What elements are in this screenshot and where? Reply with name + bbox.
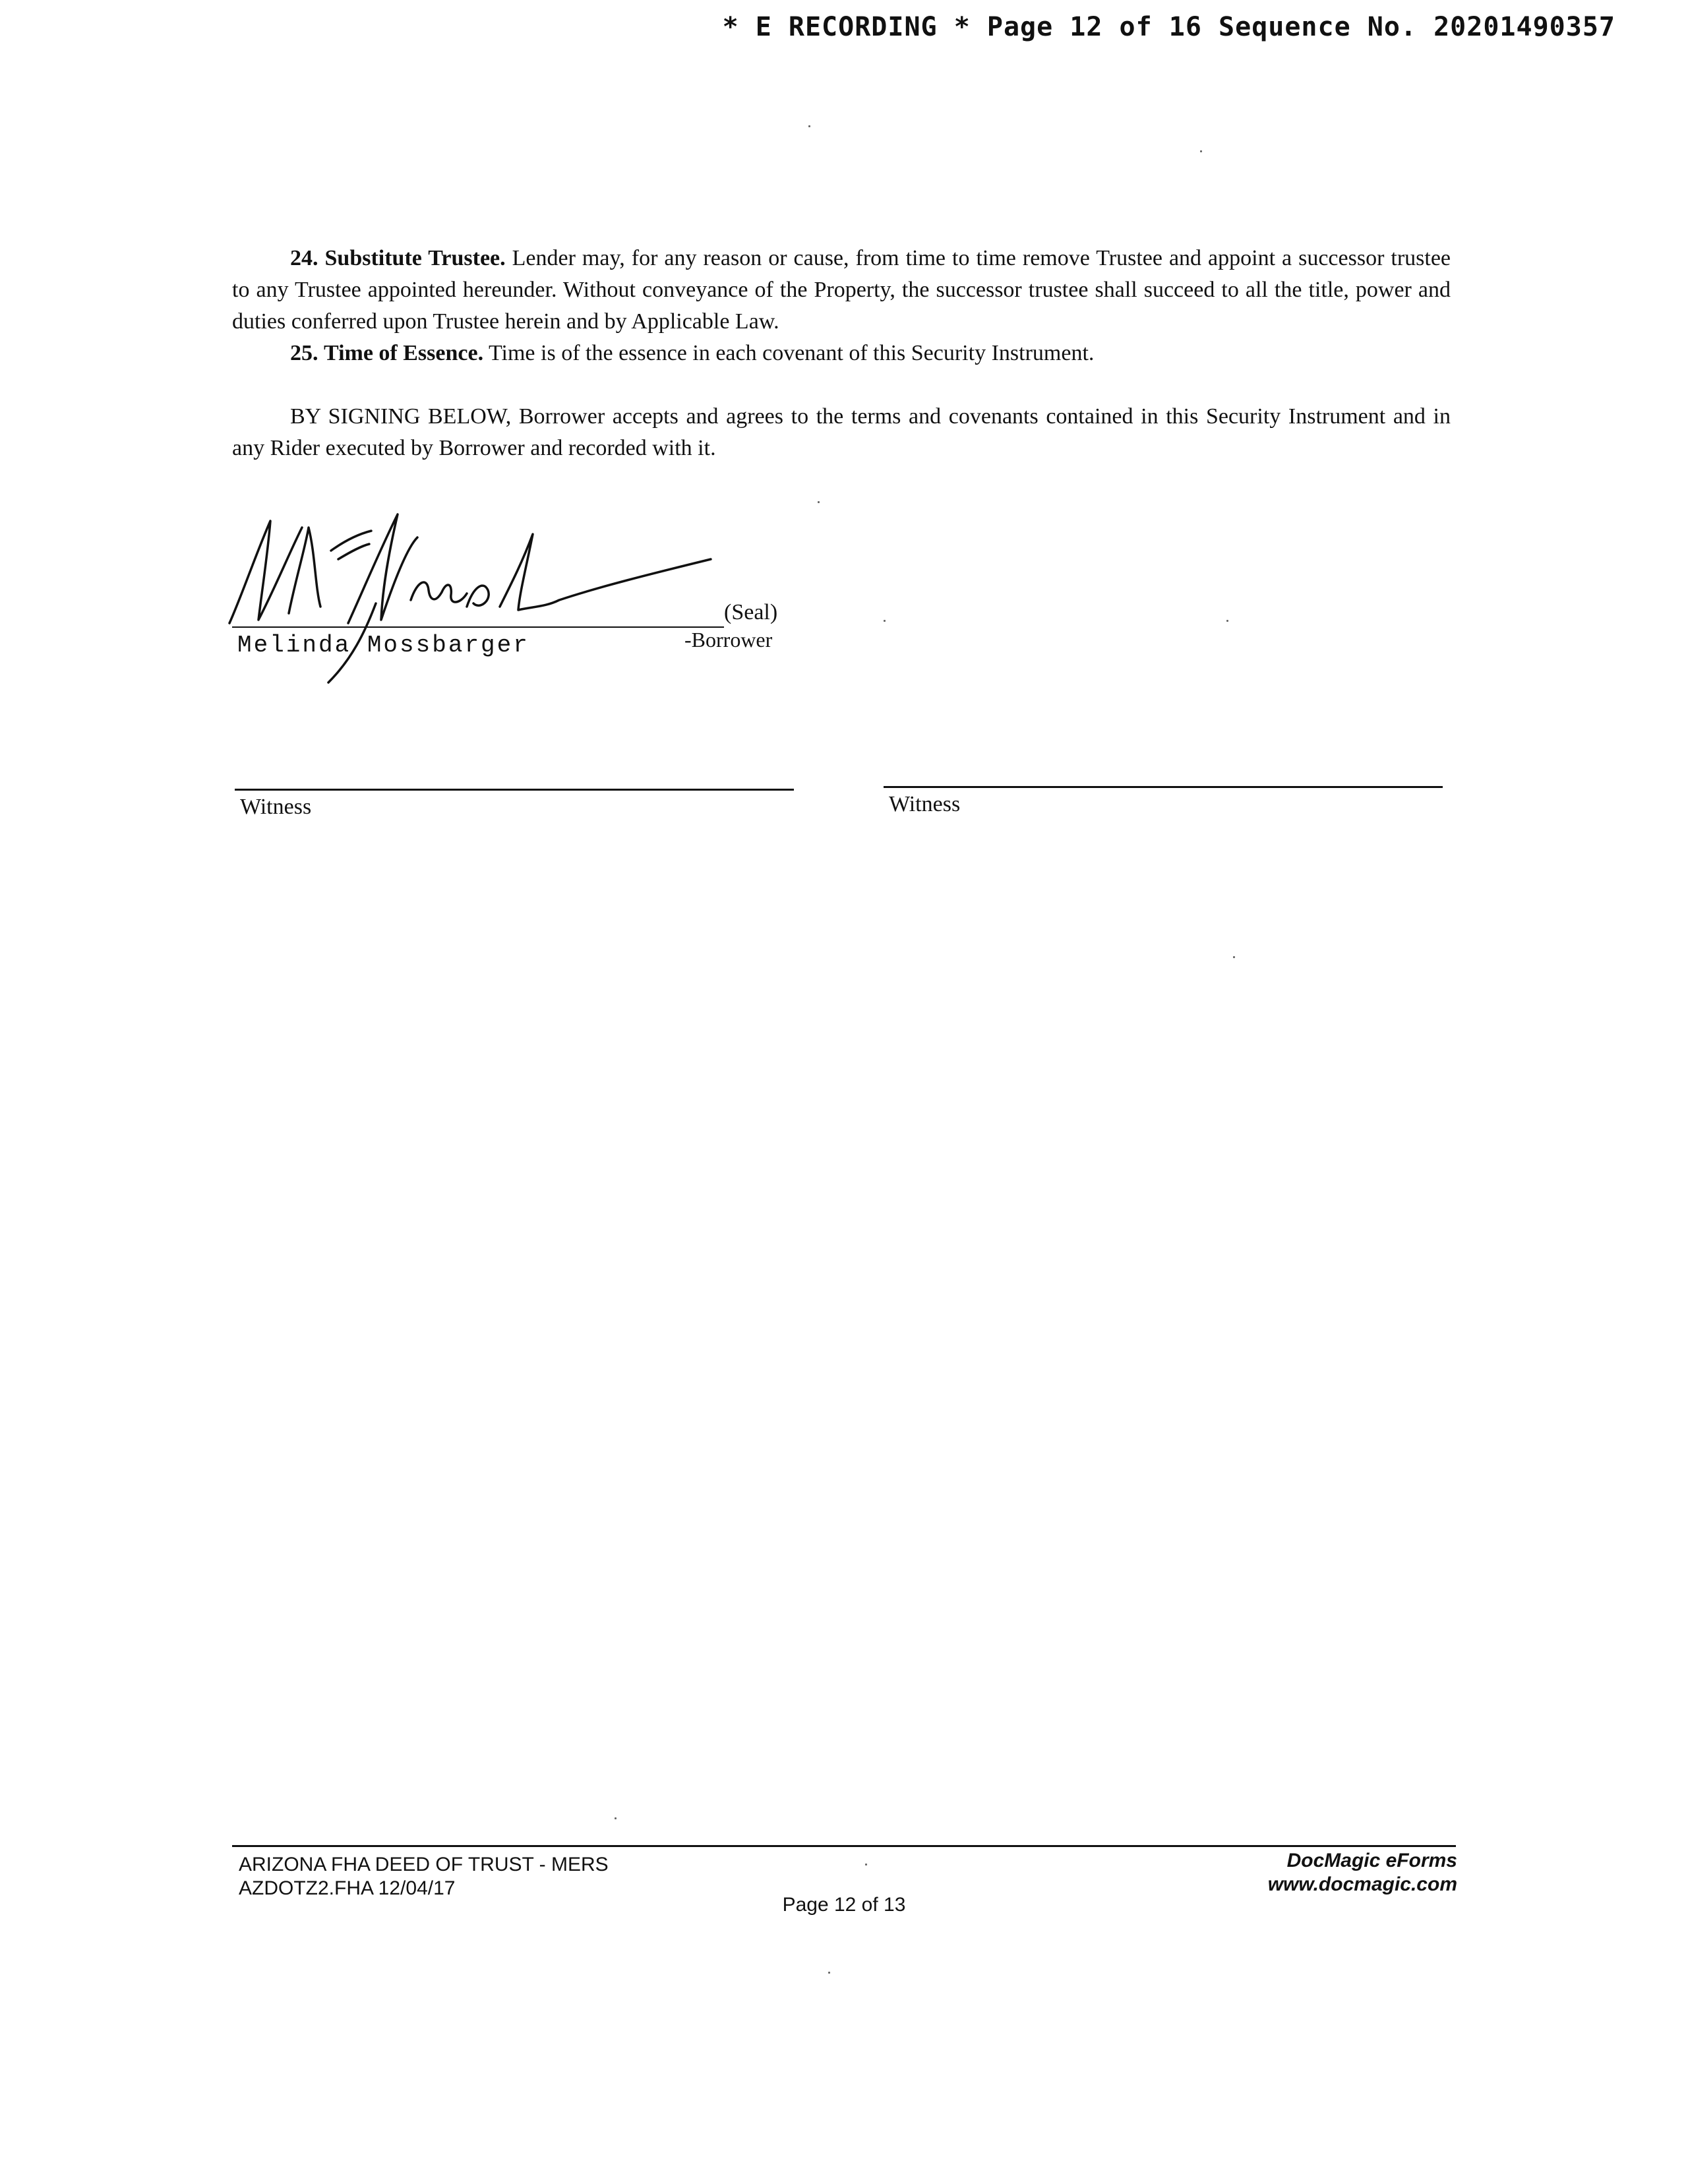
handwritten-signature xyxy=(190,508,731,706)
witness-line xyxy=(884,786,1443,788)
borrower-name: Melinda Mossbarger xyxy=(237,632,529,659)
section-title: Time of Essence. xyxy=(324,341,484,365)
scan-speck xyxy=(808,125,810,127)
witness-right xyxy=(884,786,1443,817)
form-title: ARIZONA FHA DEED OF TRUST - MERS xyxy=(239,1854,609,1875)
scan-speck xyxy=(1233,956,1235,958)
signature-line xyxy=(232,626,724,628)
section-text: Lender may, for any reason or cause, from time to time remove Trustee and appoint a successor trustee to any Trustee appointed hereunder. Without conveyance of the Property, the successor trustee shall succeed to all the title, power and duties conferred upon Trustee herein and by Applicable Law. xyxy=(232,246,1451,334)
brand-name: DocMagic eForms xyxy=(1286,1850,1457,1871)
witness-line xyxy=(235,789,794,791)
section-number: 25. xyxy=(290,341,318,365)
witness-label: Witness xyxy=(889,792,961,816)
page-number: Page 12 of 13 xyxy=(782,1894,906,1916)
section-24 xyxy=(232,243,1451,338)
recording-header: * E RECORDING * Page 12 of 16 Sequence No. 20201490357 xyxy=(722,12,1615,42)
section-text: Time is of the essence in each covenant of this Security Instrument. xyxy=(488,341,1095,365)
witness-label: Witness xyxy=(240,795,312,819)
section-title: Substitute Trustee. xyxy=(324,246,506,270)
signing-statement: BY SIGNING BELOW, Borrower accepts and agrees to the terms and covenants contained in this Security Instrument and in any Rider executed by Borrower and recorded with it. xyxy=(232,404,1451,460)
scan-speck xyxy=(865,1864,867,1866)
scan-speck xyxy=(828,1972,830,1974)
footer-divider xyxy=(232,1845,1456,1847)
witness-left xyxy=(235,789,794,820)
brand-website: www.docmagic.com xyxy=(1267,1873,1457,1895)
scan-speck xyxy=(884,620,886,622)
section-number: 24. xyxy=(290,246,318,270)
seal-label: (Seal) xyxy=(724,600,778,624)
borrower-signature-block xyxy=(232,508,826,719)
scan-speck xyxy=(818,501,820,503)
document-body xyxy=(232,243,1451,464)
borrower-role-label: -Borrower xyxy=(684,628,773,652)
scan-speck xyxy=(1226,620,1228,622)
section-25 xyxy=(232,338,1451,369)
form-code: AZDOTZ2.FHA 12/04/17 xyxy=(239,1877,456,1899)
footer-brand xyxy=(1268,1849,1457,1896)
scan-speck xyxy=(615,1817,617,1819)
scan-speck xyxy=(1200,150,1202,152)
